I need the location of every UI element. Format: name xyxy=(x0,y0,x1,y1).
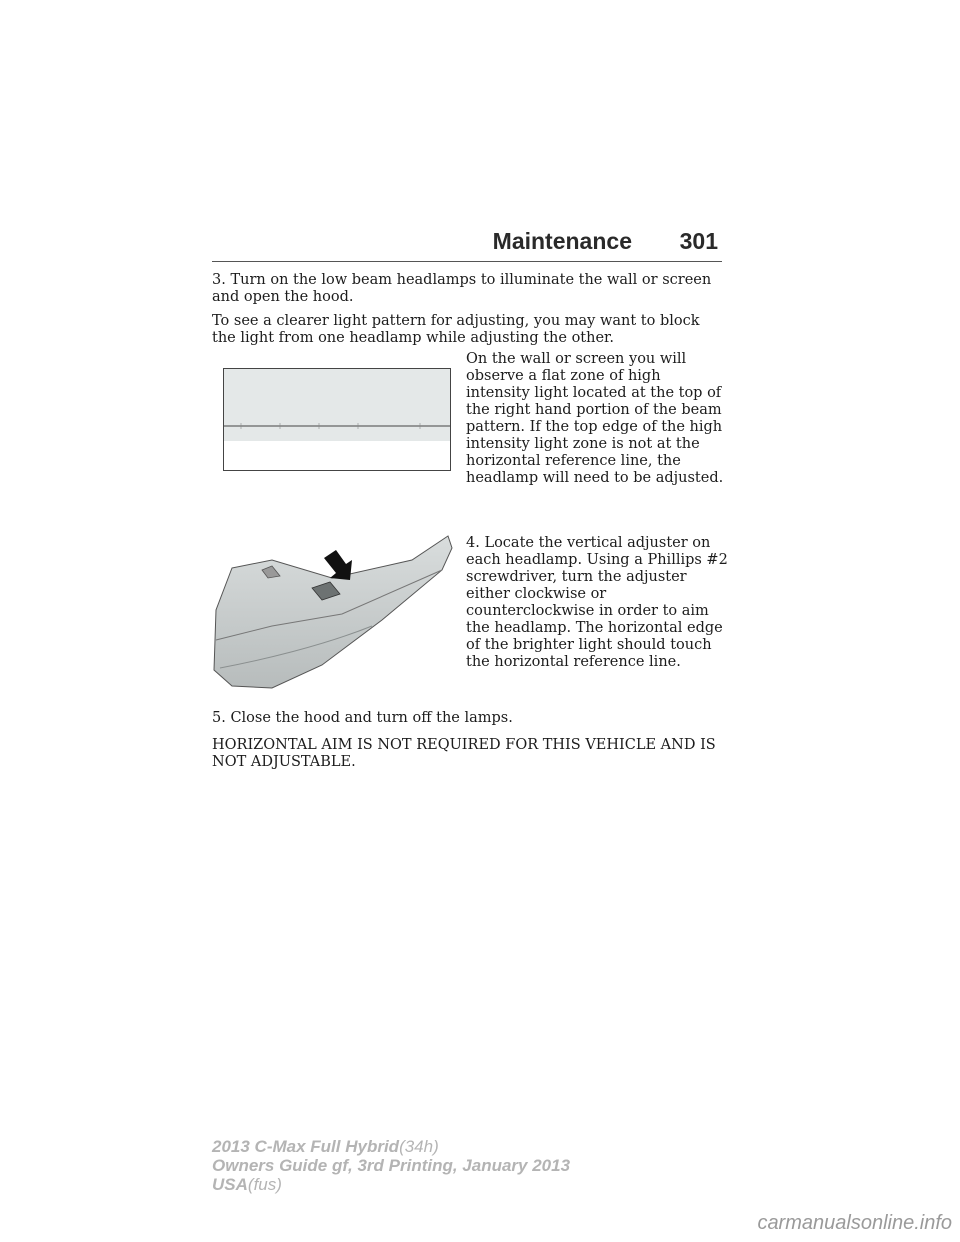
footer-market-code: (fus) xyxy=(247,1175,282,1194)
observe-paragraph: On the wall or screen you will observe a flat zone of high intensity light located at the top of the right hand portion of the beam pattern. If the top edge of the high intensity light zone is not at the horizontal reference line, the headlamp will need to be adjusted. xyxy=(466,351,724,486)
beam-pattern-illustration xyxy=(224,369,450,470)
headlamp-illustration xyxy=(212,530,456,692)
site-watermark: carmanualsonline.info xyxy=(757,1212,952,1234)
step-4-paragraph: 4. Locate the vertical adjuster on each headlamp. Using a Phillips #2 screwdriver, turn the adjuster either clockwise or counterclockwise in order to aim the headlamp. The horizontal edge of the brighter light should touch the horizontal reference line. xyxy=(466,535,728,670)
beam-light-zone xyxy=(224,369,450,441)
arrow-icon xyxy=(324,550,352,580)
page-number: 301 xyxy=(679,228,718,254)
horizontal-aim-note: HORIZONTAL AIM IS NOT REQUIRED FOR THIS VEHICLE AND IS NOT ADJUSTABLE. xyxy=(212,737,716,770)
footer-printing: Owners Guide gf, 3rd Printing, January 2013 xyxy=(212,1156,571,1175)
step-3-paragraph: 3. Turn on the low beam headlamps to illuminate the wall or screen and open the hood. xyxy=(212,272,712,305)
document-footer xyxy=(212,1137,570,1194)
page-header xyxy=(212,228,722,262)
section-title: Maintenance xyxy=(492,228,632,254)
headlamp-adjuster-figure xyxy=(212,530,456,692)
footer-code: (34h) xyxy=(399,1137,439,1156)
footer-market: USA xyxy=(212,1175,248,1194)
header-rule xyxy=(212,261,722,262)
footer-vehicle: 2013 C-Max Full Hybrid xyxy=(212,1137,400,1156)
beam-pattern-figure xyxy=(223,368,451,471)
clearer-pattern-paragraph: To see a clearer light pattern for adjusting, you may want to block the light from one headlamp while adjusting the other. xyxy=(212,313,700,346)
step-5-paragraph: 5. Close the hood and turn off the lamps. xyxy=(212,710,513,726)
